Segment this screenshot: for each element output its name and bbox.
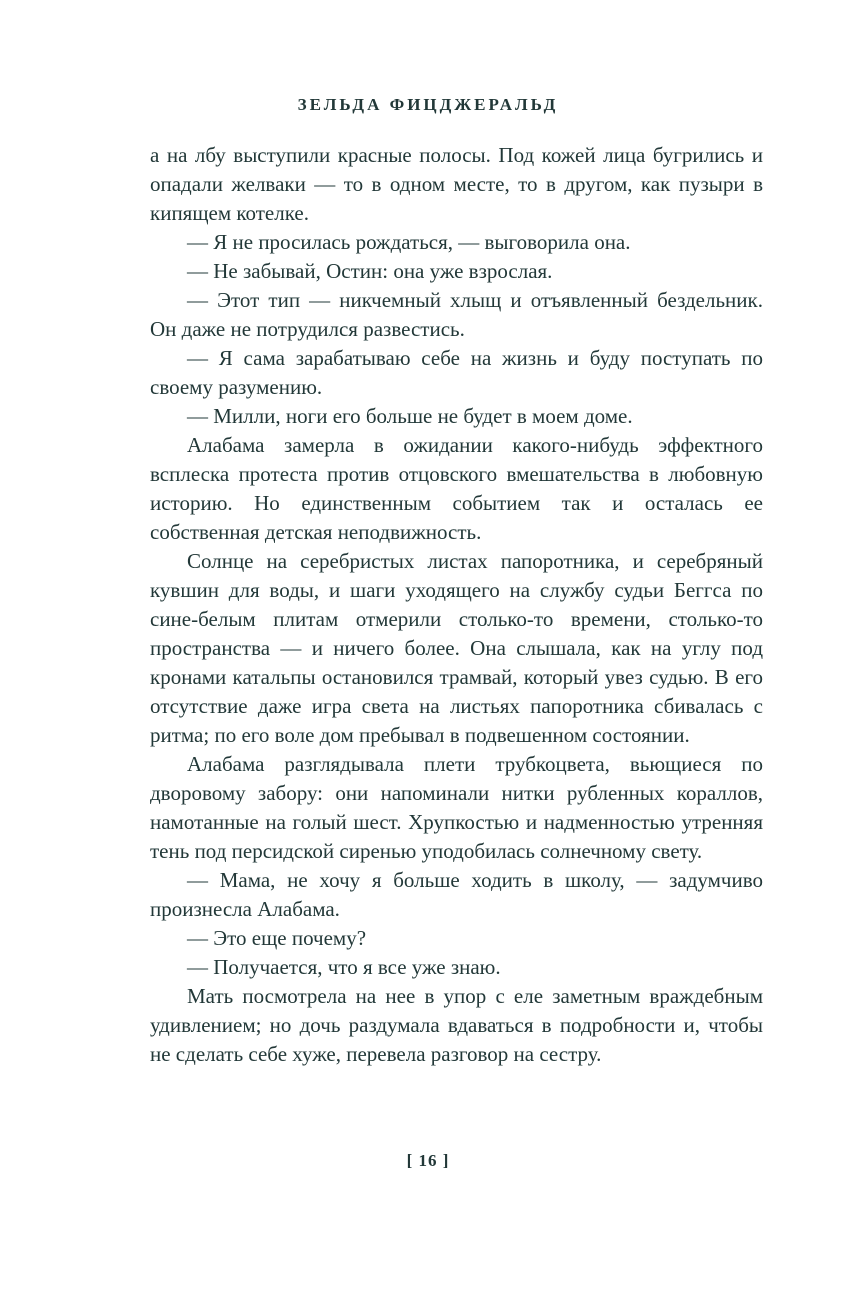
- paragraph: Алабама замерла в ожидании какого-нибудь эффектного всплеска протеста против отцовского вмешательства в любовную историю. Но единственным событием так и осталась ее собственная детская неподвижность.: [150, 433, 763, 544]
- paragraph: Мать посмотрела на нее в упор с еле заметным враждебным удивлением; но дочь раздумала вдаваться в подробности и, чтобы не сделать себе хуже, перевела разговор на сестру.: [150, 984, 763, 1066]
- paragraph-dialogue: — Это еще почему?: [187, 926, 367, 950]
- page-number: [ 16 ]: [406, 1151, 450, 1170]
- running-header: ЗЕЛЬДА ФИЦДЖЕРАЛЬД: [297, 95, 559, 114]
- paragraph-dialogue: — Мама, не хочу я больше ходить в школу, — задумчиво произнесла Алабама.: [150, 868, 763, 921]
- paragraph-dialogue: — Получается, что я все уже знаю.: [187, 955, 501, 979]
- paragraph: а на лбу выступили красные полосы. Под кожей лица бугрились и опадали желваки — то в одном месте, то в другом, как пузыри в кипящем котелке.: [150, 143, 763, 225]
- paragraph-dialogue: — Этот тип — никчемный хлыщ и отъявленный бездельник. Он даже не потрудился развестись.: [150, 288, 763, 341]
- paragraph-dialogue: — Милли, ноги его больше не будет в моем доме.: [187, 404, 633, 428]
- paragraph-dialogue: — Не забывай, Остин: она уже взрослая.: [187, 259, 553, 283]
- paragraph: Солнце на серебристых листах папоротника, и серебряный кувшин для воды, и шаги уходящего на службу судьи Беггса по сине-белым плитам отмерили столько-то времени, столько-то пространства — и ничего более. Она слышала, как на углу под кронами катальпы остановился трамвай, который увез судью. В его отсутствие даже игра света на листьях папоротника сбивалась с ритма; по его воле дом пребывал в подвешенном состоянии.: [150, 549, 763, 747]
- paragraph-dialogue: — Я сама зарабатываю себе на жизнь и буду поступать по своему разумению.: [150, 346, 763, 399]
- text-block: [150, 141, 763, 1069]
- paragraph-dialogue: — Я не просилась рождаться, — выговорила она.: [187, 230, 631, 254]
- paragraph: Алабама разглядывала плети трубкоцвета, вьющиеся по дворовому забору: они напоминали нитки рубленных кораллов, намотанные на голый шест. Хрупкостью и надменностью утренняя тень под персидской сиренью уподобилась солнечному свету.: [150, 752, 763, 863]
